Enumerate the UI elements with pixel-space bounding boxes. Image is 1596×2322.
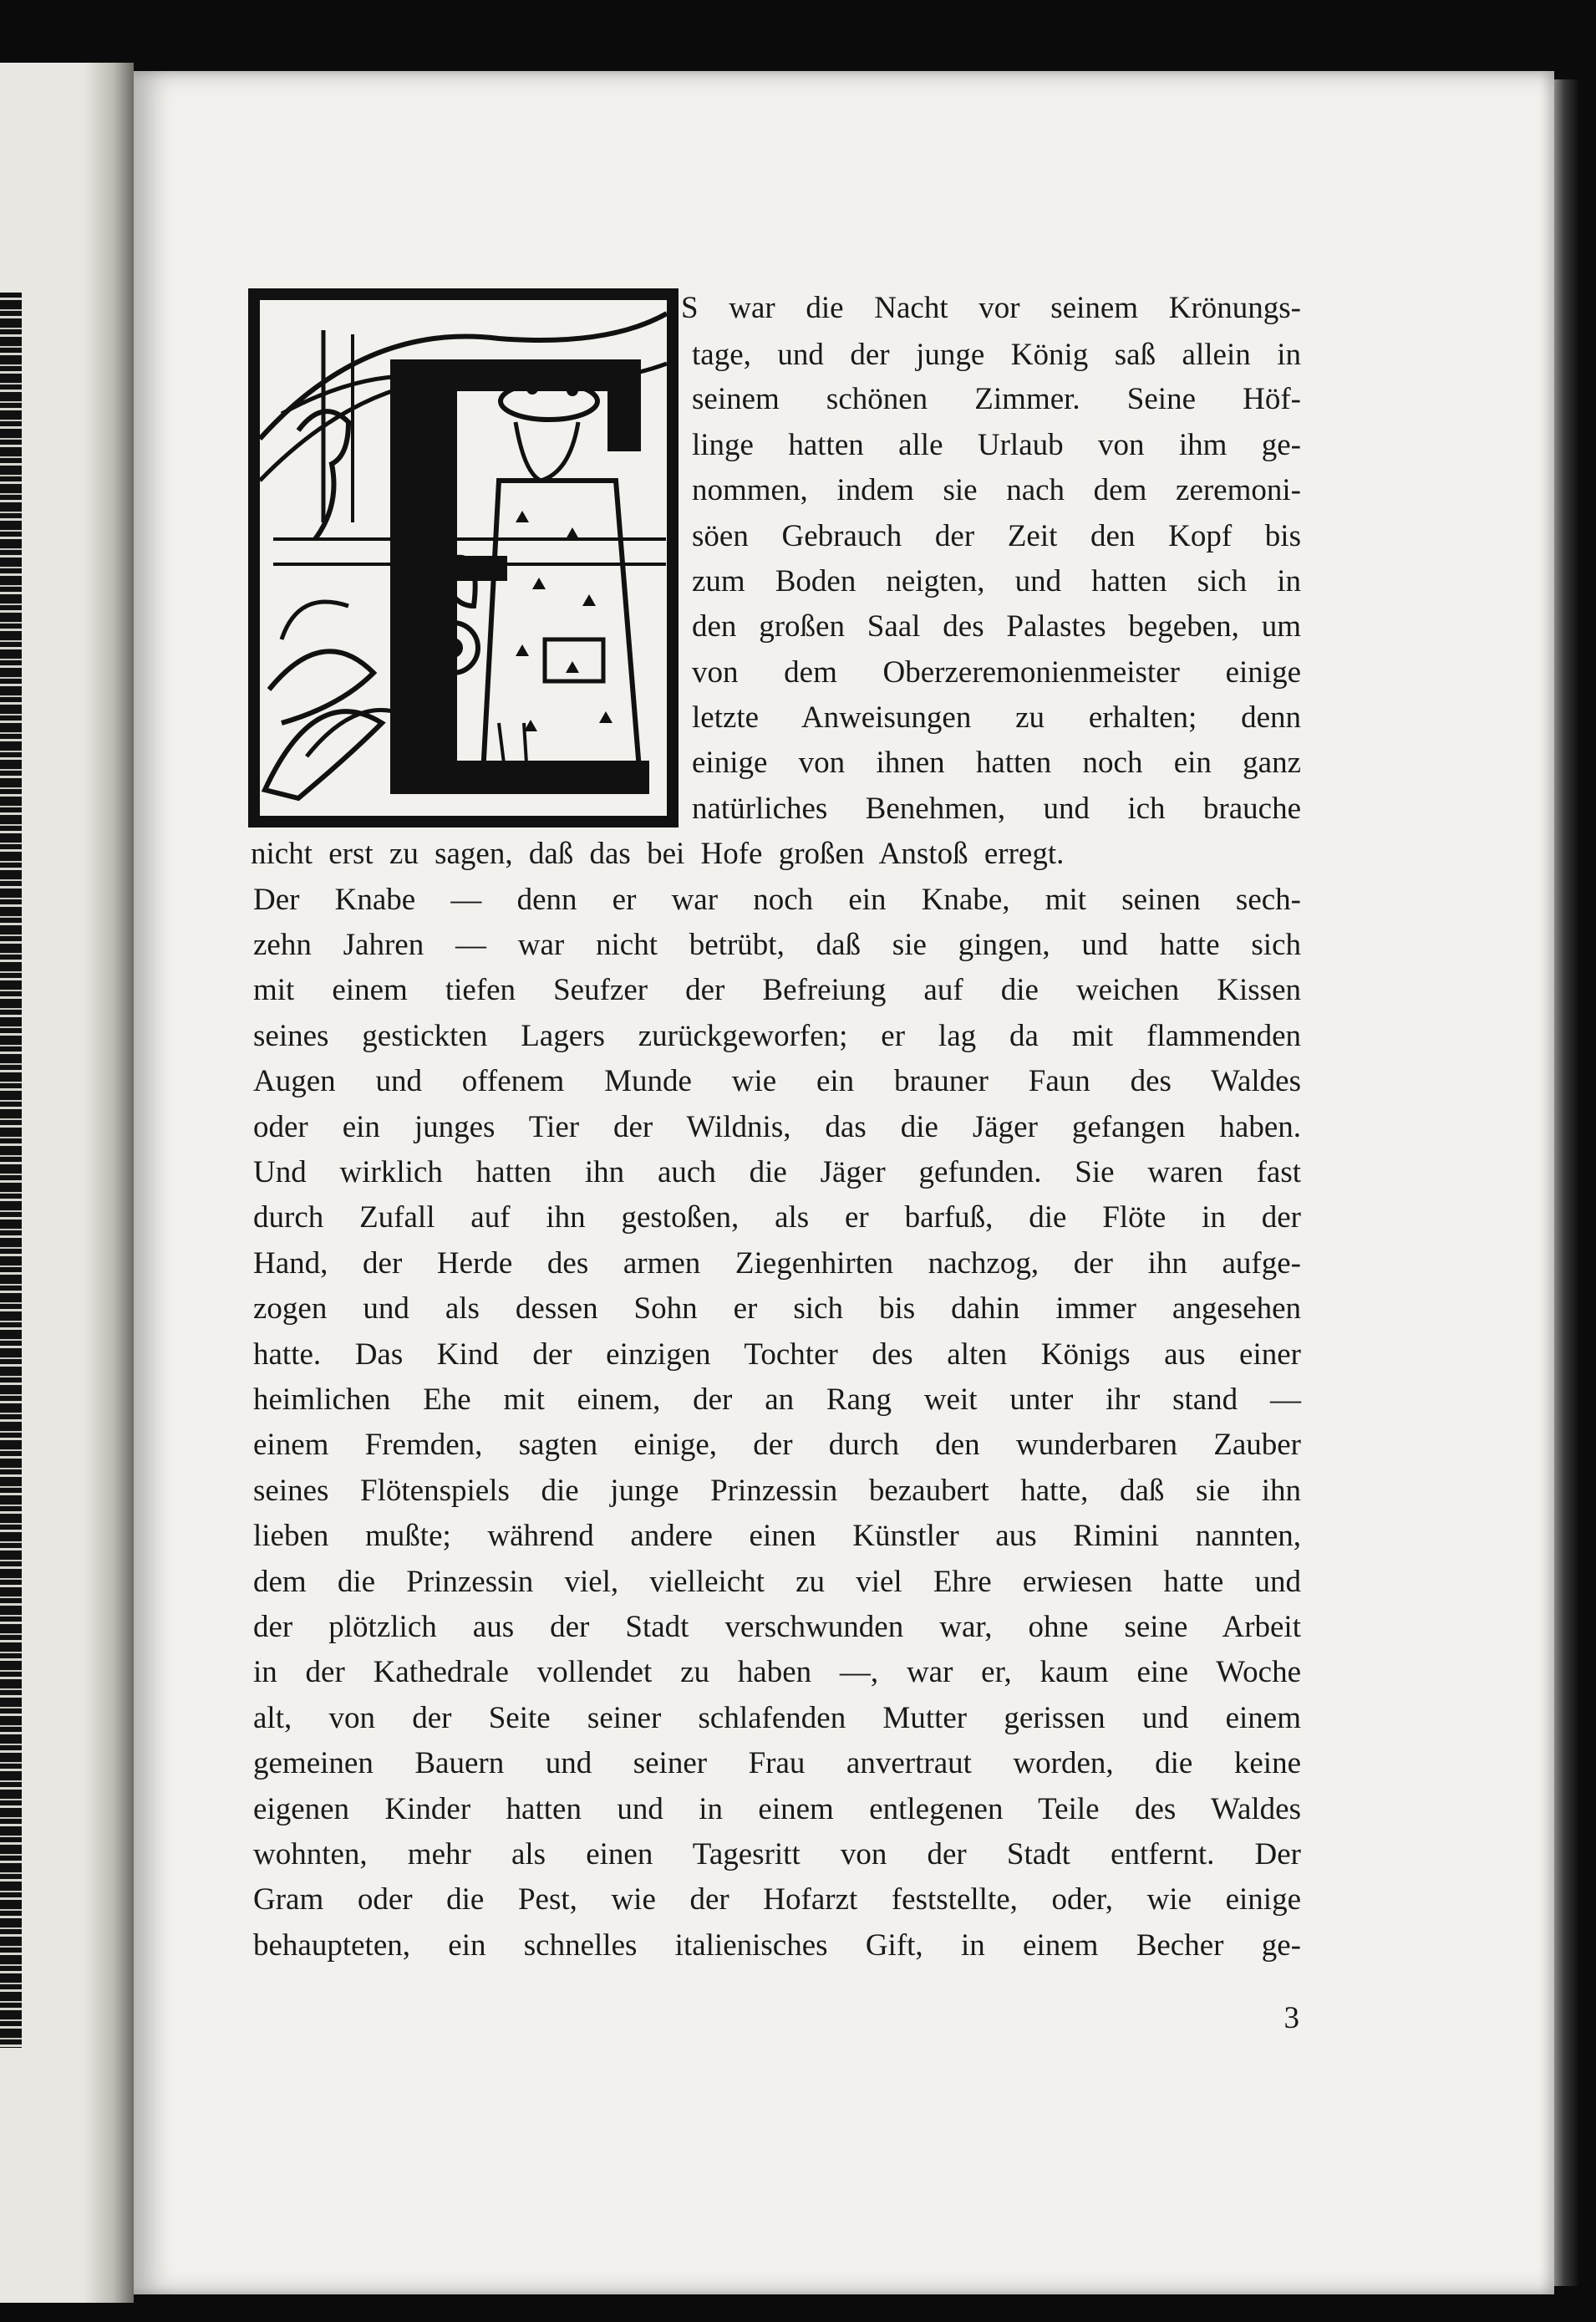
text-line: tage, und der junge König saß allein in bbox=[692, 338, 1301, 372]
text-line: oder ein junges Tier der Wildnis, das die Jäger gefangen haben. bbox=[253, 1110, 1301, 1144]
text-line: heimlichen Ehe mit einem, der an Rang weit unter ihr stand — bbox=[253, 1383, 1301, 1417]
page-number: 3 bbox=[1283, 2001, 1299, 2035]
text-line: letzte Anweisungen zu erhalten; denn bbox=[692, 700, 1301, 735]
left-page-edge bbox=[0, 293, 22, 2048]
text-line: nicht erst zu sagen, daß das bei Hofe großen Anstoß erregt. bbox=[251, 837, 1065, 871]
text-line: zum Boden neigten, und hatten sich in bbox=[692, 564, 1301, 598]
text-line: Gram oder die Pest, wie der Hofarzt feststellte, oder, wie einige bbox=[253, 1882, 1301, 1917]
text-line: eigenen Kinder hatten und in einem entlegenen Teile des Waldes bbox=[253, 1792, 1301, 1826]
gutter-shadow bbox=[84, 63, 134, 2303]
text-line: seines Flötenspiels die junge Prinzessin bezaubert hatte, daß sie ihn bbox=[253, 1474, 1301, 1508]
text-line: söen Gebrauch der Zeit den Kopf bis bbox=[692, 519, 1301, 553]
text-line: der plötzlich aus der Stadt verschwunden war, ohne seine Arbeit bbox=[253, 1610, 1301, 1644]
text-line: gemeinen Bauern und seiner Frau anvertraut worden, die keine bbox=[253, 1746, 1301, 1780]
text-line: nommen, indem sie nach dem zeremoni- bbox=[692, 473, 1301, 507]
text-line: Augen und offenem Munde wie ein brauner Faun des Waldes bbox=[253, 1064, 1301, 1098]
text-line: mit einem tiefen Seufzer der Befreiung auf die weichen Kissen bbox=[253, 973, 1301, 1007]
text-line: natürliches Benehmen, und ich brauche bbox=[692, 792, 1301, 826]
text-line: linge hatten alle Urlaub von ihm ge- bbox=[692, 428, 1301, 462]
text-line: seines gestickten Lagers zurückgeworfen; er lag da mit flammenden bbox=[253, 1019, 1301, 1053]
text-line: den großen Saal des Palastes begeben, um bbox=[692, 609, 1301, 644]
text-line: Der Knabe — denn er war noch ein Knabe, mit seinen sech- bbox=[253, 883, 1301, 917]
text-line: S war die Nacht vor seinem Krönungs- bbox=[681, 291, 1301, 325]
text-line: alt, von der Seite seiner schlafenden Mutter gerissen und einem bbox=[253, 1701, 1301, 1735]
text-line: behaupteten, ein schnelles italienisches Gift, in einem Becher ge- bbox=[253, 1928, 1301, 1963]
text-line: dem die Prinzessin viel, vielleicht zu viel Ehre erwiesen hatte und bbox=[253, 1565, 1301, 1599]
text-line: einem Fremden, sagten einige, der durch den wunderbaren Zauber bbox=[253, 1428, 1301, 1462]
text-line: seinem schönen Zimmer. Seine Höf- bbox=[692, 382, 1301, 416]
text-line: einige von ihnen hatten noch ein ganz bbox=[692, 746, 1301, 780]
text-line: von dem Oberzeremonienmeister einige bbox=[692, 655, 1301, 690]
text-line: wohnten, mehr als einen Tagesritt von der Stadt entfernt. Der bbox=[253, 1837, 1301, 1871]
illuminated-initial bbox=[248, 288, 679, 827]
text-line: zogen und als dessen Sohn er sich bis dahin immer angesehen bbox=[253, 1291, 1301, 1326]
decorated-initial-e-image bbox=[248, 288, 679, 827]
text-line: hatte. Das Kind der einzigen Tochter des alten Königs aus einer bbox=[253, 1337, 1301, 1372]
text-line: lieben mußte; während andere einen Künstler aus Rimini nannten, bbox=[253, 1519, 1301, 1553]
text-line: zehn Jahren — war nicht betrübt, daß sie gingen, und hatte sich bbox=[253, 928, 1301, 962]
text-line: Und wirklich hatten ihn auch die Jäger gefunden. Sie waren fast bbox=[253, 1155, 1301, 1189]
text-line: in der Kathedrale vollendet zu haben —, war er, kaum eine Woche bbox=[253, 1655, 1301, 1689]
text-line: Hand, der Herde des armen Ziegenhirten nachzog, der ihn aufge- bbox=[253, 1246, 1301, 1281]
text-line: durch Zufall auf ihn gestoßen, als er barfuß, die Flöte in der bbox=[253, 1200, 1301, 1235]
